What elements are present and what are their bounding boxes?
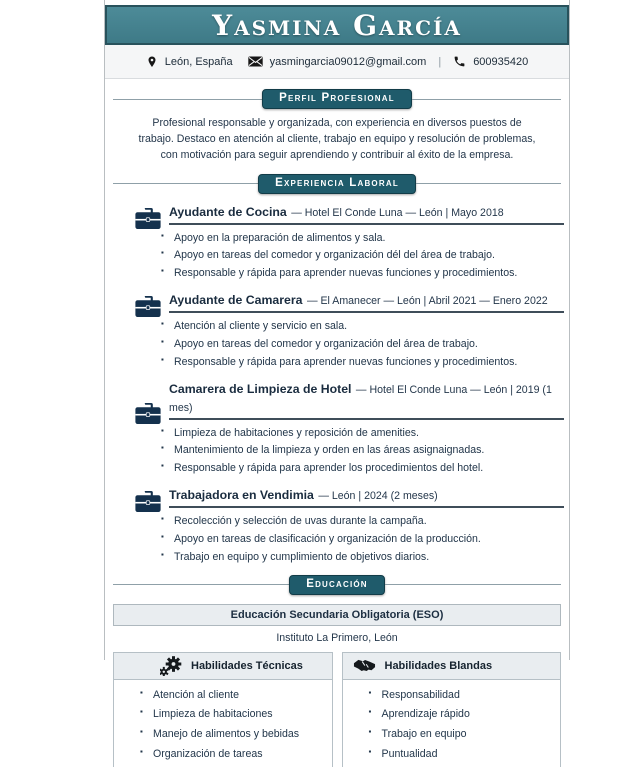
job-bullet: ▪ Trabajo en equipo y cumplimiento de objetivos diarios. [161, 551, 564, 563]
divider-line [113, 584, 289, 585]
person-name: Yasmina García [212, 8, 462, 42]
job-entry [135, 203, 564, 280]
job-title-line [169, 380, 564, 420]
job-bullet: ▪ Apoyo en tareas del comedor y organización del área de trabajo. [161, 338, 564, 350]
soft-skills-list [343, 689, 561, 760]
job-bullet-list [135, 232, 564, 280]
contact-separator: | [438, 55, 442, 68]
job-entry [135, 486, 564, 563]
technical-skills-list [114, 689, 332, 760]
job-bullet: ▪ Apoyo en tareas del comedor y organización dél del área de trabajo. [161, 249, 564, 261]
job-header [135, 486, 564, 508]
skill-item: ▪ Trabajo en equipo [369, 728, 561, 740]
soft-skills-box [342, 652, 562, 767]
technical-skills-title: Habilidades Técnicas [191, 659, 303, 672]
skill-item: ▪ Puntualidad [369, 748, 561, 760]
cv-page [104, 0, 570, 760]
briefcase-icon [135, 296, 161, 317]
technical-skills-header [114, 653, 332, 680]
job-role: Ayudante de Camarera [169, 293, 303, 308]
divider-line [113, 183, 258, 184]
section-header-profile [113, 89, 561, 109]
section-badge-education: Educación [289, 575, 385, 595]
job-bullet-list [135, 427, 564, 475]
gears-icon [160, 656, 182, 676]
section-badge-profile: Perfil Profesional [262, 89, 412, 109]
job-bullet: ▪ Responsable y rápida para aprender nuevas funciones y procedimientos. [161, 267, 564, 279]
job-title-line [169, 486, 564, 508]
job-bullet: ▪ Apoyo en tareas de clasificación y organización de la producción. [161, 533, 564, 545]
skill-item: ▪ Organización de tareas [140, 748, 332, 760]
job-role: Trabajadora en Vendimia [169, 488, 314, 503]
job-bullet: ▪ Responsable y rápida para aprender los procedimientos del hotel. [161, 462, 564, 474]
skills-section [113, 652, 561, 767]
job-header [135, 203, 564, 225]
job-bullet: ▪ Atención al cliente y servicio en sala. [161, 320, 564, 332]
section-badge-experience: Experiencia Laboral [258, 174, 416, 194]
job-bullet: ▪ Mantenimiento de la limpieza y orden en las áreas asignaignadas. [161, 444, 564, 456]
profile-summary: Profesional responsable y organizada, con experiencia en diversos puestos de trabajo. Destaco en atención al cliente, trabajo en equipo y resolución de problemas, con motivación para seguir aprendiendo y contribuir al éxito de la empresa. [138, 117, 536, 161]
divider-line [113, 99, 262, 100]
job-entry [135, 380, 564, 475]
header-band [105, 5, 569, 45]
education-school: Instituto La Primero, León [276, 631, 398, 644]
contact-location: León, España [164, 55, 233, 68]
divider-line [412, 99, 561, 100]
job-bullet-list [135, 320, 564, 368]
phone-icon [453, 55, 466, 68]
education-degree: Educación Secundaria Obligatoria (ESO) [113, 604, 561, 626]
job-meta: — Hotel El Conde Luna — León | Mayo 2018 [291, 206, 504, 219]
job-bullet: ▪ Limpieza de habitaciones y reposición de amenities. [161, 427, 564, 439]
job-title-line [169, 203, 564, 225]
job-bullet-list [135, 515, 564, 563]
soft-skills-title: Habilidades Blandas [384, 659, 493, 672]
job-entry [135, 291, 564, 368]
briefcase-icon [135, 491, 161, 512]
job-meta: — El Amanecer — León | Abril 2021 — Enero 2022 [306, 295, 548, 308]
divider-line [416, 183, 561, 184]
job-bullet: ▪ Recolección y selección de uvas durante la campaña. [161, 515, 564, 527]
envelope-icon [248, 56, 263, 67]
handshake-icon [353, 658, 376, 673]
divider-line [385, 584, 561, 585]
experience-list [105, 194, 569, 563]
skill-item: ▪ Limpieza de habitaciones [140, 708, 332, 720]
job-meta: — Hotel El Conde Luna — León | 2019 (1 mes) [169, 383, 552, 414]
skill-item: ▪ Atención al cliente [140, 689, 332, 701]
skill-item: ▪ Manejo de alimentos y bebidas [140, 728, 332, 740]
soft-skills-header [343, 653, 561, 680]
job-role: Camarera de Limpieza de Hotel [169, 381, 352, 396]
section-header-experience [113, 174, 561, 194]
job-role: Ayudante de Cocina [169, 204, 287, 219]
briefcase-icon [135, 208, 161, 229]
technical-skills-box [113, 652, 333, 767]
contact-email[interactable]: yasmingarcia09012@gmail.com [269, 55, 427, 68]
skill-item: ▪ Responsabilidad [369, 689, 561, 701]
section-header-education [113, 575, 561, 595]
job-bullet: ▪ Apoyo en la preparación de alimentos y sala. [161, 232, 564, 244]
briefcase-icon [135, 403, 161, 424]
contact-phone: 600935420 [473, 55, 529, 68]
job-bullet: ▪ Responsable y rápida para aprender nuevas funciones y procedimientos. [161, 356, 564, 368]
contact-bar [105, 45, 569, 79]
job-header [135, 380, 564, 420]
job-title-line [169, 291, 564, 313]
skill-item: ▪ Aprendizaje rápido [369, 708, 561, 720]
job-header [135, 291, 564, 313]
job-meta: — León | 2024 (2 meses) [318, 490, 438, 503]
location-pin-icon [146, 55, 158, 69]
